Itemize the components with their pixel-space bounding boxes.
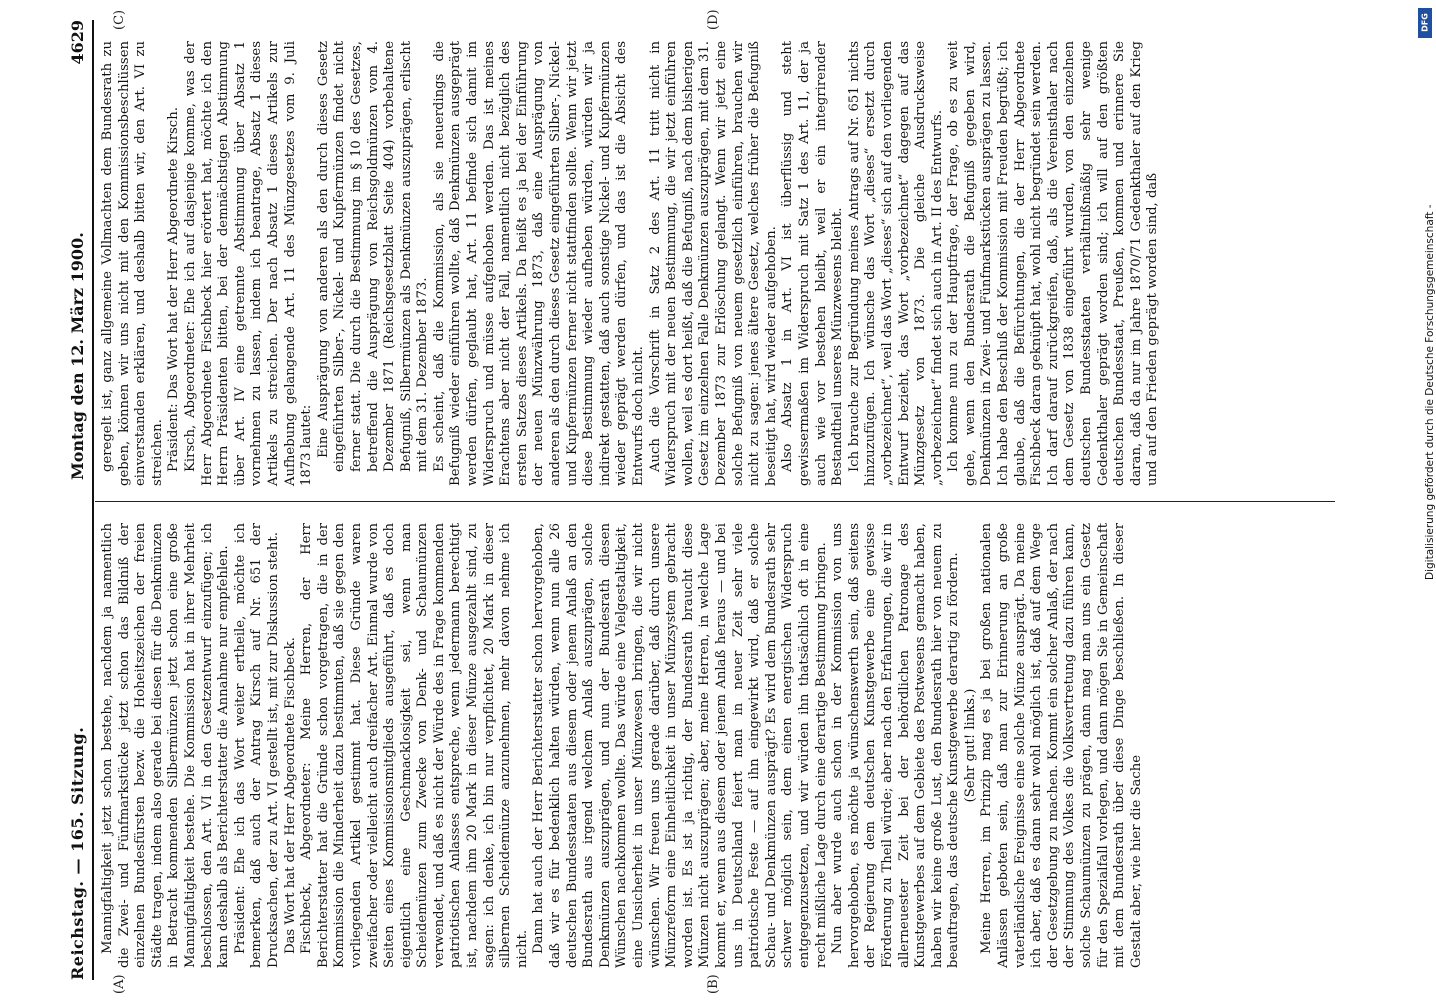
paragraph: Dann hat auch der Herr Berichterstatter schon hervorgehoben, daß wir es für bedenklich halten würden, wenn nun alle 26 deutschen Bundesstaaten aus diesem oder jenem Anlaß an den Bundesrath aus irgend welchem Anlaß auszuprägen, solche Denkmünzen auszuprägen, und nun der Bundesrath diesen Wünschen nachkommen wollte. Das würde eine Vielgestaltigkeit, eine Unsicherheit in unser Münzwesen bringen, die wir nicht wünschen. Wir freuen uns gerade darüber, daß durch unsere Münzreform eine Einheitlichkeit in unser Münzsystem gebracht worden ist. Es ist ja richtig, der Bundesrath braucht diese Münzen nicht auszuprägen; aber, meine Herren, in welche Lage kommt er, wenn aus diesem oder jenem Anlaß heraus — und bei uns in Deutschland feiert man in neuer Zeit sehr viele patriotische Feste — auf ihn eingewirkt wird, daß er solche Schau- und Denkmünzen ausprägt? Es wird dem Bundesrath sehr schwer möglich sein, dem einen energischen Widerspruch entgegenzusetzen, und wir würden ihn thatsächlich oft in eine recht mißliche Lage durch eine derartige Bestimmung bringen. <box>531 523 829 968</box>
paragraph: Auch die Vorschrift in Satz 2 des Art. 11 tritt nicht in Widerspruch mit der neuen Bestimmung, die wir jetzt einführen wollen, weil es dort heißt, daß die Befugniß, nach dem bisherigen Gesetz im einzelnen Falle Denkmünzen auszuprägen, mit dem 31. Dezember 1873 zur Erlöschung gelangt. Wenn wir jetzt eine solche Befugniß von neuem gesetzlich einführen, brauchen wir nicht zu sagen: jenes ältere Gesetz, welches früher die Befugniß beseitigt hat, wird wieder aufgehoben. <box>647 41 779 486</box>
column-divider <box>95 501 1335 502</box>
paragraph: Ich komme nun zu der Hauptfrage, der Frage, ob es zu weit gehe, wenn den Bundesrath die Befugniß gegeben wird, Denkmünzen in Zwei- und Fünfmarkstücken ausprägen zu lassen. Ich habe den Beschluß der Kommission mit Freuden begrüßt; ich glaube, daß die Befürchtungen, die der Herr Abgeordnete Fischbeck daran geknüpft hat, wohl nicht begründet sein werden. Ich darf darauf zurückgreifen, daß, als die Vereinsthaler nach dem Gesetz von 1838 eingeführt wurden, von den einzelnen deutschen Bundesstaaten verhältnißmäßig sehr wenige Gedenkthaler geprägt worden sind; ich will auf den größten deutschen Bundesstaat, Preußen, kommen und erinnere Sie daran, daß da nur im Jahre 1870/71 Gedenkthaler auf den Krieg und auf den Frieden geprägt worden sind, daß <box>946 41 1161 486</box>
header-date: Montag den 12. März 1900. <box>68 232 87 480</box>
paragraph: Präsident: Ehe ich das Wort weiter ertheile, möchte ich bemerken, daß auch der Antrag Kirsch auf Nr. 651 der Drucksachen, der zu Art. VI gestellt ist, mit zur Diskussion steht. <box>232 523 281 968</box>
paragraph: Das Wort hat der Herr Abgeordnete Fischbeck. <box>282 637 298 954</box>
paragraph: Also Absatz 1 in Art. VI ist überflüssig und steht gewissermaßen im Widerspruch mit Satz 1 des Art. 11, der ja auch wie vor bestehen bleibt, weil er ein integrirender Bestandtheil unseres Münzwesens bleibt. <box>780 41 846 486</box>
paragraph: Fischbeck, Abgeordneter: Meine Herren, der Herr Berichterstatter hat die Gründe schon vorgetragen, die in der Kommission die Minderheit dazu bestimmten, daß sie gegen den vorliegenden Artikel gestimmt hat. Diese Gründe waren zweifacher oder vielleicht auch dreifacher Art. Einmal wurde von Seiten eines Kommissionsmitglieds ausgeführt, daß es doch eigentlich eine Geschmacklosigkeit sei, wenn man Scheidemünzen zum Zwecke von Denk- und Schaumünzen verwendet, und daß es nicht der Würde des in Frage kommenden patriotischen Anlasses entspreche, wenn jedermann berechtigt ist, nachdem ihm 20 Mark in dieser Münze ausgezahlt sind, zu sagen: ich denke, ich bin nur verpflichtet, 20 Mark in dieser silbernen Scheidemünze anzunehmen, mehr davon nehme ich nicht. <box>299 523 530 968</box>
header-left: Reichstag. — 165. Sitzung. <box>68 726 87 980</box>
paragraph: Es scheint, daß die Kommission, als sie neuerdings die Befugniß wieder einführen wollte, daß Denkmünzen ausgeprägt werden dürfen, geglaubt hat, Art. 11 befinde sich damit im Widerspruch und müsse aufgehoben werden. Das ist meines Erachtens aber nicht der Fall, namentlich nicht bezüglich des ersten Satzes dieses Artikels. Da heißt es ja bei der Einführung der neuen Münzwährung 1873, daß eine Ausprägung von anderen als den durch dieses Gesetz eingeführten Silber-, Nickel- und Kupfermünzen ferner nicht stattfinden sollte. Wenn wir jetzt diese Bestimmung wieder aufheben würden, würden wir ja indirekt gestatten, daß auch sonstige Nickel- und Kupfermünzen wieder geprägt werden dürfen, und das ist die Absicht des Entwurfs doch nicht. <box>431 41 646 486</box>
margin-marker-d: (D) <box>706 9 721 30</box>
margin-marker-b: (B) <box>706 974 721 994</box>
paragraph: Nun aber wurde auch schon in der Kommission von uns hervorgehoben, es möchte ja wünschenswerth sein, daß seitens der Regierung dem deutschen Kunstgewerbe eine gewisse Förderung zu Theil würde; aber nach den Erfahrungen, die wir in allerneuester Zeit bei der behördlichen Patronage des Kunstgewerbes auf dem Gebiete des Postwesens gemacht haben, haben wir keine große Lust, den Bundesrath hier von neuem zu beauftragen, das deutsche Kunstgewerbe derartig zu fördern. <box>830 523 962 968</box>
paragraph: Kirsch, Abgeordneter: Ehe ich auf dasjenige komme, was der Herr Abgeordnete Fischbeck hier erörtert hat, möchte ich den Herrn Präsidenten bitten, bei der demnächstigen Abstimmung über Art. IV eine getrennte Abstimmung über Absatz 1 vornehmen zu lassen, indem ich beantrage, Absatz 1 dieses Artikels zu streichen. Der nach Absatz 1 dieses Artikels zur Aufhebung gelangende Art. 11 des Münzgesetzes vom 9. Juli 1873 lautet: <box>182 41 315 486</box>
left-column <box>100 523 1335 968</box>
page-header <box>68 20 88 980</box>
paragraph: Mannigfaltigkeit jetzt schon bestehe, nachdem ja namentlich die Zwei- und Fünfmarkstücke jetzt schon das Bildniß der einzelnen Bundesfürsten bezw. die Hoheitszeichen der freien Städte tragen, indem also gerade bei diesen für die Denkmünzen in Betracht kommenden Silbermünzen jetzt schon eine große Mannigfaltigkeit bestehe. Die Kommission hat in ihrer Mehrheit beschlossen, den Art. VI in den Gesetzentwurf einzufügen; ich kann deshalb als Berichterstatter die Annahme nur empfehlen. <box>100 523 232 968</box>
paragraph: geregelt ist, ganz allgemeine Vollmachten dem Bundesrath zu geben, können wir uns nicht mit den Kommissionsbeschlüssen einverstanden erklären, und deshalb bitten wir, den Art. VI zu streichen. <box>100 41 165 486</box>
page-number: 4629 <box>68 20 87 65</box>
paragraph: Ich brauche zur Begründung meines Antrags auf Nr. 651 nichts hinzuzufügen. Ich wünsche das Wort „dieses“ ersetzt durch „vorbezeichnet“, weil das Wort „dieses“ sich auf den vorliegenden Entwurf bezieht, das Wort „vorbezeichnet“ dagegen auf das Münzgesetz von 1873. Die gleiche Ausdrucksweise „vorbezeichnet“ findet sich auch in Art. II des Entwurfs. <box>846 41 945 486</box>
right-column <box>100 41 1335 486</box>
paragraph: Meine Herren, im Prinzip mag es ja bei großen nationalen Anlässen geboten sein, daß man zur Erinnerung an große vaterländische Ereignisse eine solche Münze ausprägt. Da meine ich aber, daß es dann sehr wohl möglich ist, daß auf dem Wege der Gesetzgebung zu machen. Kommt ein solcher Anlaß, der nach der Stimmung des Volkes die Volksvertretung dazu führen kann, solche Schaumünzen zu prägen, dann mag man uns ein Gesetz für den Spezialfall vorlegen, und dann mögen Sie in Gemeinschaft mit dem Bundesrath über diese Dinge beschließen. In dieser Gestalt aber, wie hier die Sache <box>979 523 1144 968</box>
margin-marker-a: (A) <box>112 974 127 994</box>
digitization-credit: Digitalisierung gefördert durch die Deutsche Forschungsgemeinschaft - <box>1424 204 1436 580</box>
header-rule <box>92 20 94 980</box>
margin-marker-c: (C) <box>112 9 127 30</box>
paragraph: Präsident: Das Wort hat der Herr Abgeordnete Kirsch. <box>166 107 182 472</box>
interjection: (Sehr gut! links.) <box>962 688 978 803</box>
quoted-law: Eine Ausprägung von anderen als den durch dieses Gesetz eingeführten Silber-, Nickel- und Kupfermünzen findet nicht ferner statt. Die durch die Bestimmung im § 10 des Gesetzes, betreffend die Ausprägung von Reichsgoldmünzen vom 4. Dezember 1871 (Reichsgesetzblatt Seite 404) vorbehaltene Befugniß, Silbermünzen als Denkmünzen auszuprägen, erlischt mit dem 31. Dezember 1873. <box>315 41 431 472</box>
dfg-logo-text: DFG <box>1420 13 1430 32</box>
